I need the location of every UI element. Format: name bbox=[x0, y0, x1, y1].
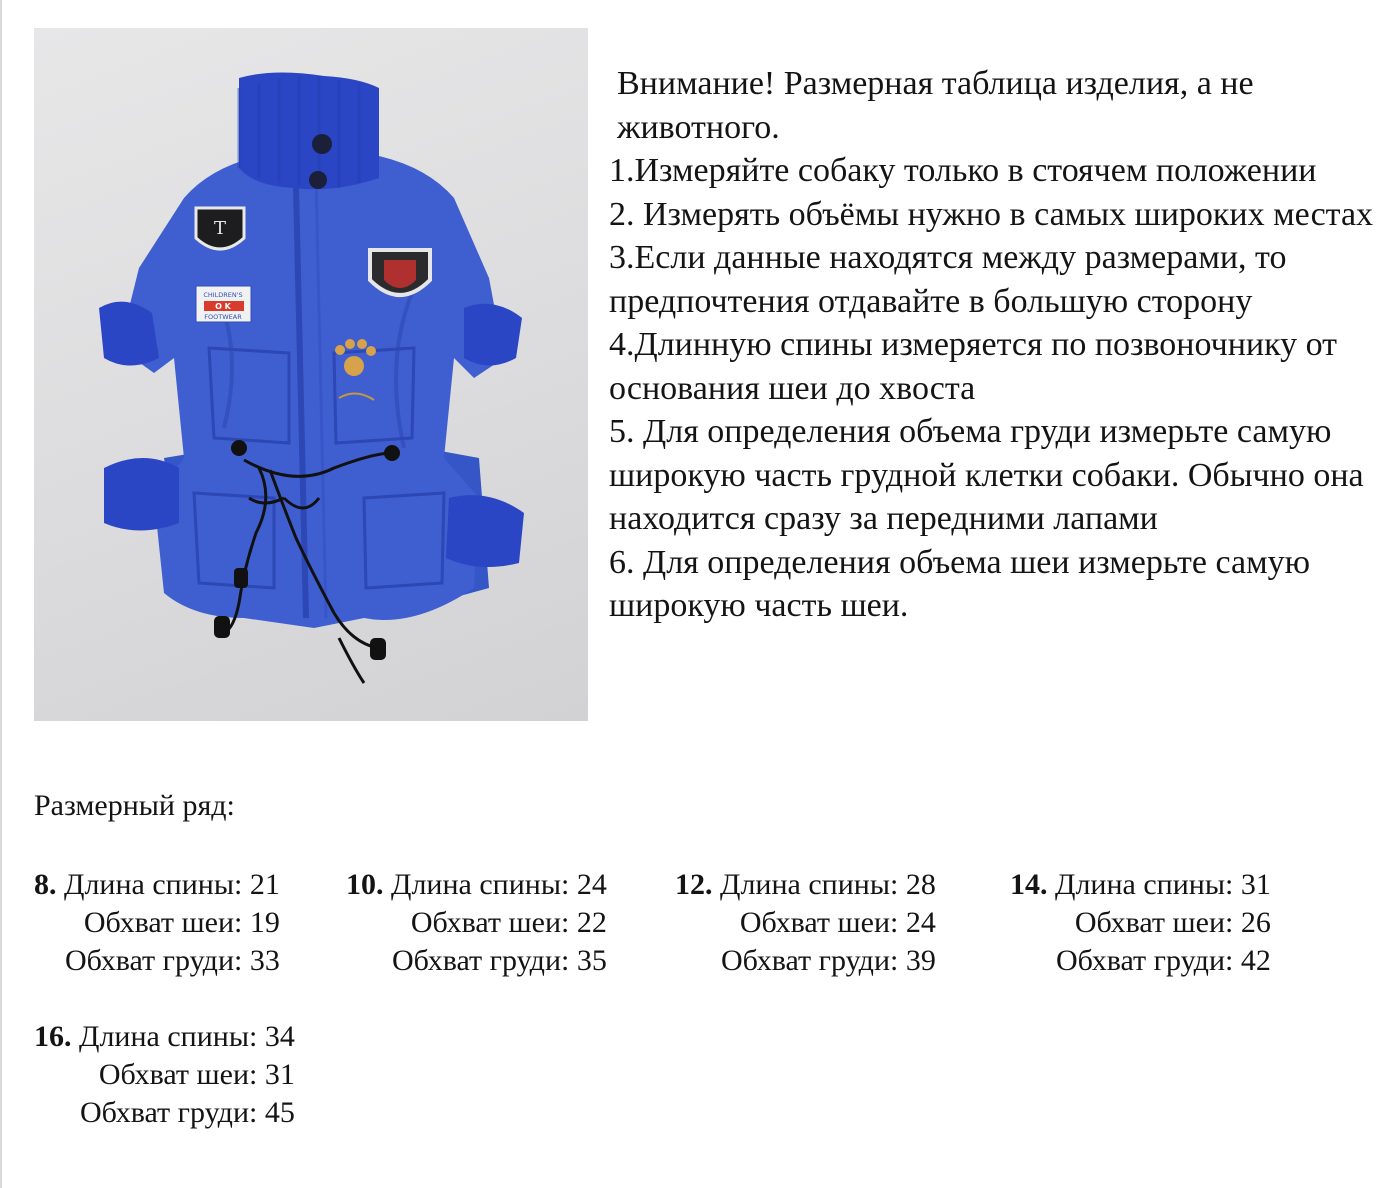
chest-girth: Обхват груди: 45 bbox=[79, 1096, 295, 1129]
size-number: 12. bbox=[675, 868, 713, 901]
notes-title: Внимание! Размерная таблица изделия, а не животного. bbox=[617, 65, 1254, 146]
note-item: 3.Если данные находятся между размерами, то предпочтения отдавайте в большую сторону bbox=[609, 239, 1287, 320]
product-photo bbox=[34, 28, 588, 721]
size-block-8 bbox=[34, 866, 280, 980]
chest-girth: Обхват груди: 42 bbox=[1055, 944, 1271, 977]
size-number: 8. bbox=[34, 868, 57, 901]
chest-girth: Обхват груди: 33 bbox=[64, 944, 280, 977]
chest-girth: Обхват груди: 35 bbox=[391, 944, 607, 977]
page-left-border bbox=[0, 0, 2, 1188]
svg-text:T: T bbox=[213, 218, 227, 239]
note-item: 5. Для определения объема груди измерьте самую широкую часть грудной клетки собаки. Обычно она находится сразу за передними лапами bbox=[609, 413, 1364, 537]
back-length: Длина спины: 34 bbox=[79, 1020, 295, 1053]
size-number: 10. bbox=[346, 868, 384, 901]
svg-text:FOOTWEAR: FOOTWEAR bbox=[204, 313, 242, 321]
size-block-10 bbox=[346, 866, 607, 980]
note-item: 6. Для определения объема шеи измерьте самую широкую часть шеи. bbox=[609, 543, 1311, 624]
neck-girth: Обхват шеи: 19 bbox=[83, 906, 280, 939]
back-length: Длина спины: 21 bbox=[64, 868, 280, 901]
dog-jumpsuit-illustration bbox=[34, 28, 588, 721]
size-block-16 bbox=[34, 1018, 295, 1132]
chest-girth: Обхват груди: 39 bbox=[720, 944, 936, 977]
neck-girth: Обхват шеи: 24 bbox=[739, 906, 936, 939]
svg-text:O K: O K bbox=[215, 302, 231, 311]
size-block-14 bbox=[1010, 866, 1271, 980]
size-range-label: Размерный ряд: bbox=[34, 789, 235, 822]
back-length: Длина спины: 31 bbox=[1055, 868, 1271, 901]
size-number: 16. bbox=[34, 1020, 72, 1053]
note-item: 2. Измерять объёмы нужно в самых широких местах bbox=[609, 195, 1374, 233]
neck-girth: Обхват шеи: 31 bbox=[98, 1058, 295, 1091]
size-block-12 bbox=[675, 866, 936, 980]
note-item: 4.Длинную спины измеряется по позвоночнику от основания шеи до хвоста bbox=[609, 326, 1338, 407]
neck-girth: Обхват шеи: 26 bbox=[1074, 906, 1271, 939]
measurement-notes bbox=[609, 62, 1379, 628]
note-item: 1.Измеряйте собаку только в стоячем положении bbox=[609, 152, 1317, 189]
back-length: Длина спины: 28 bbox=[720, 868, 936, 901]
svg-text:CHILDREN'S: CHILDREN'S bbox=[203, 291, 243, 299]
neck-girth: Обхват шеи: 22 bbox=[410, 906, 607, 939]
back-length: Длина спины: 24 bbox=[391, 868, 607, 901]
size-number: 14. bbox=[1010, 868, 1048, 901]
